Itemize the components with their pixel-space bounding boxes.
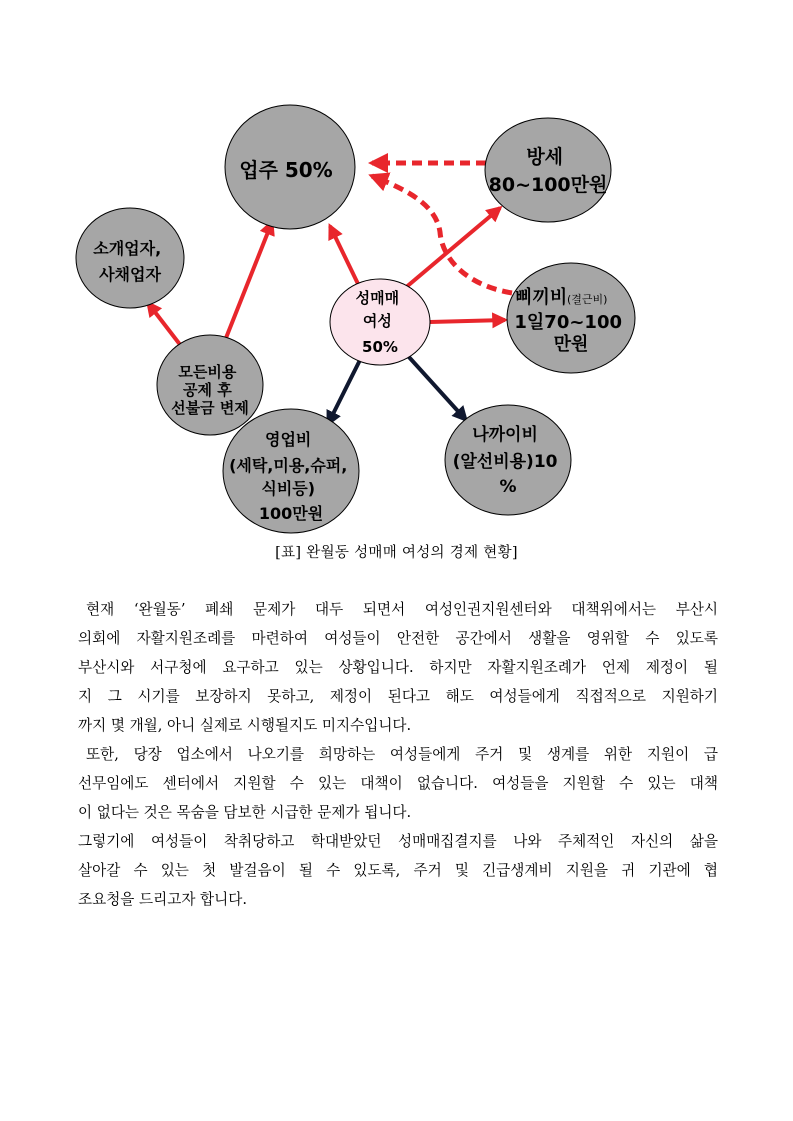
- node-pimp-fee-note: (결근비): [566, 293, 608, 306]
- node-pimp-fee-line2: 1일70~100: [514, 312, 623, 333]
- arrow-woman-to-room-fee: [398, 208, 500, 294]
- paragraph1-line1: 현재 ‘완월동’ 폐쇄 문제가 대두 되면서 여성인권지원센터와 대책위에서는 부산시: [86, 601, 718, 618]
- paragraph3-line2: 살아갈 수 있는 첫 발걸음이 될 수 있도록, 주거 및 긴급생계비 지원을 귀 기관에 협: [78, 862, 718, 879]
- node-broker-line2: 사채업자: [99, 265, 161, 284]
- paragraph2-line1: 또한, 당장 업소에서 나오기를 희망하는 여성들에게 주거 및 생계를 위한 지원이 급: [86, 746, 718, 763]
- svg-text:성매매 여성 50%: [356, 289, 405, 356]
- node-business-line1: 영업비: [265, 430, 312, 449]
- paragraph1-line5: 까지 몇 개월, 아니 실제로 시행될지도 미지수입니다.: [78, 717, 412, 734]
- node-debt-line2: 공제 후: [183, 381, 232, 399]
- node-business-line4: 100만원: [258, 504, 324, 523]
- svg-text:업주 50%: [239, 158, 332, 182]
- economic-flow-diagram: [0, 0, 793, 540]
- node-woman-line3: 50%: [362, 338, 398, 356]
- paragraph3-line1: 그렇기에 여성들이 착취당하고 학대받았던 성매매집결지를 나와 주체적인 자신의 삶을: [78, 833, 718, 850]
- node-mediation-line3: %: [499, 477, 517, 497]
- arrow-woman-to-pimp-fee: [430, 320, 505, 322]
- paragraph3-line3: 조요청을 드리고자 합니다.: [78, 891, 247, 908]
- figure-caption: [표] 완월동 성매매 여성의 경제 현황]: [275, 545, 518, 561]
- body-text: [78, 595, 718, 914]
- node-debt-line1: 모든비용: [178, 363, 237, 381]
- node-woman-line2: 여성: [362, 312, 392, 330]
- node-broker: [76, 208, 184, 308]
- node-business-line2: (세탁,미용,슈퍼,: [229, 456, 348, 475]
- node-owner-label: 업주 50%: [239, 158, 333, 182]
- node-pimp-fee-title: 삐끼비: [515, 287, 568, 308]
- node-pimp-fee-line3: 만원: [553, 334, 589, 355]
- node-debt-line3: 선불금 변제: [171, 399, 249, 417]
- node-room-fee: [485, 118, 611, 222]
- arrow-woman-to-owner: [330, 226, 360, 288]
- node-mediation-line1: 나까이비: [472, 425, 538, 445]
- node-room-fee-line1: 방세: [526, 146, 564, 168]
- arrow-woman-to-mediation: [408, 356, 466, 420]
- node-business-line3: 식비등): [261, 479, 316, 498]
- paragraph1-line3: 부산시와 서구청에 요구하고 있는 상황입니다. 하지만 자활지원조례가 언제 제정이 될: [78, 659, 718, 676]
- node-room-fee-line2: 80~100만원: [488, 174, 608, 196]
- arrow-debt-to-owner: [222, 222, 272, 348]
- paragraph1-line4: 지 그 시기를 보장하지 못하고, 제정이 된다고 해도 여성들에게 직접적으로 지원하기: [78, 688, 718, 705]
- node-woman-line1: 성매매: [355, 289, 400, 307]
- node-mediation-line2: (알선비용)10: [452, 452, 558, 472]
- node-broker-line1: 소개업자,: [93, 239, 162, 258]
- paragraph2-line2: 선무임에도 센터에서 지원할 수 있는 대책이 없습니다. 여성들을 지원할 수 있는 대책: [78, 775, 718, 792]
- arrow-woman-to-business: [328, 360, 360, 424]
- paragraph2-line3: 이 없다는 것은 목숨을 담보한 시급한 문제가 됩니다.: [78, 804, 412, 821]
- paragraph1-line2: 의회에 자활지원조례를 마련하여 여성들이 안전한 공간에서 생활을 영위할 수 있도록: [78, 630, 718, 647]
